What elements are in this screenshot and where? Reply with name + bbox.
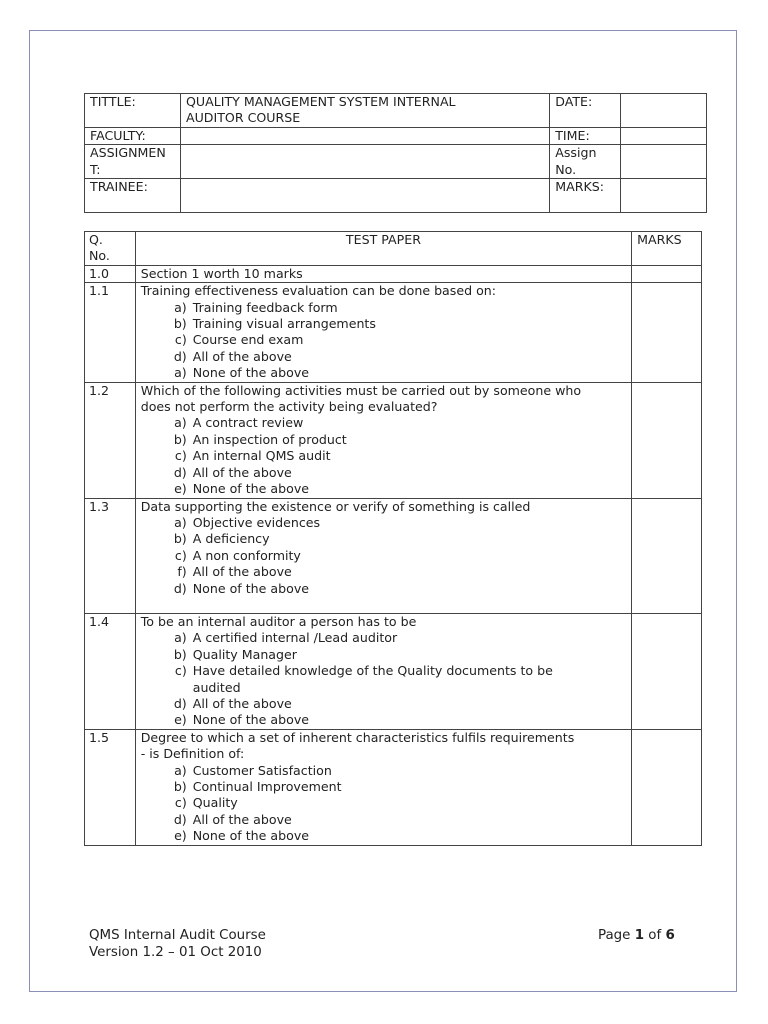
option-label: d) <box>173 580 187 596</box>
assign-no-label-line-2: No. <box>555 161 577 177</box>
option <box>141 332 626 348</box>
option-label: e) <box>174 828 187 844</box>
option-text: A contract review <box>192 415 304 431</box>
assignment-label-line-1: ASSIGNMEN <box>90 145 166 161</box>
question-number: 1.5 <box>85 729 136 845</box>
option-text: All of the above <box>192 811 292 827</box>
footer-left <box>89 927 266 961</box>
question-row <box>85 283 702 382</box>
option-text-line-1: Have detailed knowledge of the Quality documents to be <box>192 663 553 679</box>
option <box>141 448 626 464</box>
option <box>141 465 626 481</box>
option-label: e) <box>174 712 187 728</box>
test-paper-header: TEST PAPER <box>135 232 631 266</box>
option <box>141 531 626 547</box>
question-text: Degree to which a set of inherent characteristics fulfils requirements <box>140 729 575 745</box>
of-word: of <box>644 928 666 943</box>
option <box>141 779 626 795</box>
blank-line <box>141 597 626 613</box>
option-text: All of the above <box>192 695 292 711</box>
option-list <box>141 300 626 382</box>
option-list <box>141 630 626 728</box>
question-text: Which of the following activities must be carried out by someone who <box>140 382 582 398</box>
option <box>141 647 626 663</box>
option-label: c) <box>174 795 187 811</box>
q-no-header <box>85 232 136 266</box>
option-label: c) <box>174 448 187 464</box>
option-label: d) <box>173 695 187 711</box>
assignment-label <box>85 145 181 179</box>
option <box>141 663 626 696</box>
question-body <box>135 283 631 382</box>
header-row-title <box>85 94 707 128</box>
marks-header: MARKS <box>632 232 702 266</box>
option-label: c) <box>174 547 187 563</box>
page-word: Page <box>598 928 635 943</box>
question-marks[interactable] <box>632 613 702 729</box>
option-text: A certified internal /Lead auditor <box>192 630 398 646</box>
option-text: An internal QMS audit <box>192 448 331 464</box>
header-table <box>84 93 707 213</box>
question-row <box>85 498 702 613</box>
assign-no-label <box>550 145 621 179</box>
question-number: 1.3 <box>85 498 136 613</box>
title-label: TITTLE: <box>85 94 181 128</box>
option <box>141 349 626 365</box>
option <box>141 515 626 531</box>
question-marks[interactable] <box>632 382 702 498</box>
question-row <box>85 729 702 845</box>
q-no-header-line-2: No. <box>89 248 110 264</box>
question-row <box>85 382 702 498</box>
option <box>141 763 626 779</box>
option-text: Objective evidences <box>192 514 321 530</box>
option-text: A non conformity <box>192 547 301 563</box>
section-number: 1.0 <box>85 265 136 282</box>
option <box>141 316 626 332</box>
option <box>141 481 626 497</box>
option-label: b) <box>173 531 187 547</box>
option-text: Course end exam <box>192 332 304 348</box>
option-text: All of the above <box>192 348 292 364</box>
option <box>141 564 626 580</box>
time-label: TIME: <box>550 127 621 144</box>
question-number: 1.4 <box>85 613 136 729</box>
option <box>141 812 626 828</box>
option-label: d) <box>173 464 187 480</box>
option-text: Training feedback form <box>192 299 338 315</box>
option <box>141 581 626 597</box>
option-text: An inspection of product <box>192 431 347 447</box>
test-header-row <box>85 232 702 266</box>
question-body <box>135 498 631 613</box>
question-body <box>135 613 631 729</box>
option-text: All of the above <box>192 564 292 580</box>
question-text: does not perform the activity being evaluated? <box>140 399 438 415</box>
option-label: a) <box>174 630 187 646</box>
page-number <box>598 927 675 944</box>
question-row <box>85 613 702 729</box>
title-value-line-2: AUDITOR COURSE <box>185 110 301 126</box>
option-text: Training visual arrangements <box>192 316 376 332</box>
option-list <box>141 415 626 497</box>
question-marks[interactable] <box>632 729 702 845</box>
option-text <box>193 663 553 696</box>
trainee-label: TRAINEE: <box>85 179 181 213</box>
option-text: Continual Improvement <box>192 779 342 794</box>
option-text: None of the above <box>192 828 310 844</box>
assign-no-label-line-1: Assign <box>555 145 597 161</box>
option-text: None of the above <box>192 580 310 596</box>
option-text: None of the above <box>192 712 310 728</box>
option <box>141 630 626 646</box>
title-value <box>180 94 549 128</box>
faculty-label: FACULTY: <box>85 127 181 144</box>
option-label: d) <box>173 811 187 827</box>
page-current: 1 <box>634 928 645 943</box>
option <box>141 300 626 316</box>
option-text: Quality Manager <box>192 646 297 662</box>
assignment-label-line-2: T: <box>90 161 101 177</box>
footer-course: QMS Internal Audit Course <box>89 928 266 943</box>
question-text: Data supporting the existence or verify of something is called <box>140 498 531 514</box>
option-list <box>141 763 626 845</box>
option <box>141 548 626 564</box>
question-text: - is Definition of: <box>140 746 245 762</box>
option <box>141 365 626 381</box>
option-list <box>141 515 626 597</box>
question-number: 1.2 <box>85 382 136 498</box>
question-text: Training effectiveness evaluation can be done based on: <box>140 283 497 299</box>
marks-value[interactable] <box>621 179 707 213</box>
option-label: e) <box>174 481 187 497</box>
option-text: Quality <box>192 795 238 811</box>
option-text: All of the above <box>192 464 292 480</box>
date-label: DATE: <box>550 94 621 128</box>
option-label: a) <box>174 299 187 315</box>
option-text: None of the above <box>192 365 310 381</box>
header-row-faculty <box>85 127 707 144</box>
question-marks[interactable] <box>632 498 702 613</box>
assignment-value[interactable] <box>180 145 549 179</box>
trainee-value[interactable] <box>180 179 549 213</box>
option-label: a) <box>174 415 187 431</box>
option-label: b) <box>173 316 187 332</box>
option <box>141 712 626 728</box>
option <box>141 795 626 811</box>
faculty-value[interactable] <box>180 127 549 144</box>
option-label: b) <box>173 646 187 662</box>
section-marks[interactable] <box>632 265 702 282</box>
question-body <box>135 382 631 498</box>
footer-version: Version 1.2 – 01 Oct 2010 <box>89 945 262 960</box>
option <box>141 432 626 448</box>
option-label: d) <box>173 348 187 364</box>
option-label: b) <box>173 779 187 794</box>
option-text-line-2: audited <box>192 679 241 695</box>
option <box>141 696 626 712</box>
option-text: Customer Satisfaction <box>192 762 332 778</box>
time-value[interactable] <box>621 127 707 144</box>
question-text: To be an internal auditor a person has to be <box>140 613 417 629</box>
q-no-header-line-1: Q. <box>89 232 103 247</box>
header-row-assignment <box>85 145 707 179</box>
option-label: b) <box>173 431 187 447</box>
option-text: A deficiency <box>192 531 270 547</box>
option-label: f) <box>177 564 187 580</box>
option-label: a) <box>174 514 187 530</box>
header-row-trainee <box>85 179 707 213</box>
option-text: None of the above <box>192 481 310 497</box>
section-text: Section 1 worth 10 marks <box>135 265 631 282</box>
question-number: 1.1 <box>85 283 136 382</box>
page-total: 6 <box>665 928 675 943</box>
marks-label: MARKS: <box>550 179 621 213</box>
option-label: c) <box>174 663 187 679</box>
assign-no-value[interactable] <box>621 145 707 179</box>
option-label: c) <box>174 332 187 348</box>
question-marks[interactable] <box>632 283 702 382</box>
option-label: a) <box>174 762 187 778</box>
option-label: a) <box>174 365 187 381</box>
option <box>141 415 626 431</box>
question-body <box>135 729 631 845</box>
test-paper-table <box>84 231 702 846</box>
section-row <box>85 265 702 282</box>
date-value[interactable] <box>621 94 707 128</box>
option <box>141 828 626 844</box>
title-value-line-1: QUALITY MANAGEMENT SYSTEM INTERNAL <box>185 94 456 109</box>
